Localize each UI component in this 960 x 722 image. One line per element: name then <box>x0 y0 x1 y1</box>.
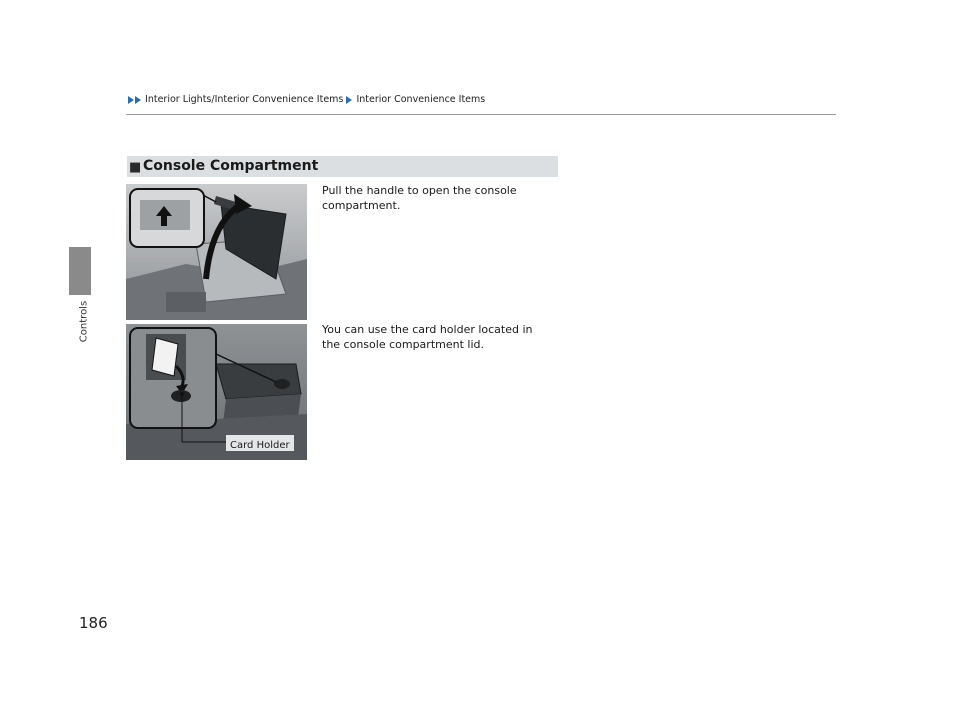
breadcrumb <box>128 94 485 105</box>
page-number: 186 <box>79 614 108 632</box>
console-open-illustration <box>126 184 307 320</box>
breadcrumb-arrow-icon <box>128 96 134 104</box>
chapter-label: Controls <box>78 300 90 343</box>
header-rule <box>126 114 836 115</box>
breadcrumb-item[interactable]: Interior Convenience Items <box>356 94 486 105</box>
instruction-card-holder: You can use the card holder located in the console compartment lid. <box>322 323 533 351</box>
chapter-tab <box>69 247 91 295</box>
breadcrumb-item[interactable]: Interior Lights/Interior Convenience Items <box>145 94 344 105</box>
breadcrumb-arrow-icon <box>346 96 352 104</box>
breadcrumb-arrow-icon <box>135 96 141 104</box>
section-title: Console Compartment <box>143 158 319 174</box>
section-header <box>127 156 558 177</box>
instruction-open-console: Pull the handle to open the console compartment. <box>322 184 517 212</box>
section-square-icon: ■ <box>129 160 142 175</box>
card-holder-callout: Card Holder <box>230 440 290 451</box>
